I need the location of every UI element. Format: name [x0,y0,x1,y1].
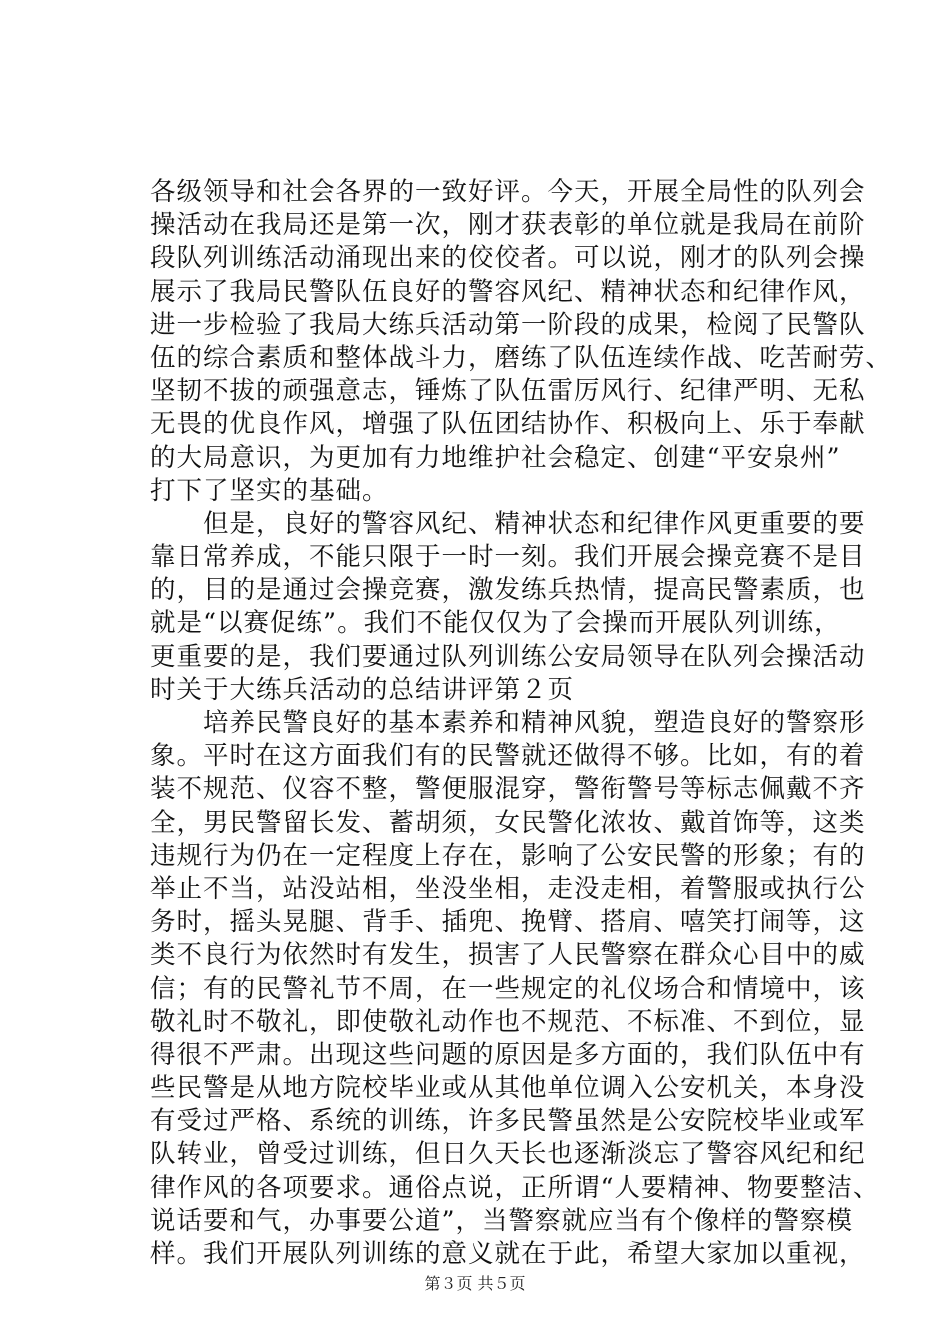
text-line: 靠日常养成，不能只限于一时一刻。我们开展会操竞赛不是目 [150,542,866,573]
text-line: 的大局意识，为更加有力地维护社会稳定、创建“平安泉州” [150,442,841,473]
page-footer: 第３页 共５页 [424,1274,526,1293]
text-line: 时关于大练兵活动的总结讲评第２页 [150,674,575,705]
text-line: 培养民警良好的基本素养和精神风貌，塑造良好的警察形 [150,708,866,738]
text-line: 伍的综合素质和整体战斗力，磨练了队伍连续作战、吃苦耐劳、 [150,342,893,373]
text-line: 全，男民警留长发、蓄胡须，女民警化浓妆、戴首饰等，这类 [150,807,866,838]
text-line: 信；有的民警礼节不周，在一些规定的礼仪场合和情境中，该 [150,973,866,1004]
text-line: 段队列训练活动涌现出来的佼佼者。可以说，刚才的队列会操 [150,243,866,274]
text-line: 进一步检验了我局大练兵活动第一阶段的成果，检阅了民警队 [150,309,866,340]
text-line: 些民警是从地方院校毕业或从其他单位调入公安机关，本身没 [150,1073,866,1104]
text-line: 的，目的是通过会操竞赛，激发练兵热情，提高民警素质，也 [150,575,866,606]
text-line: 操活动在我局还是第一次，刚才获表彰的单位就是我局在前阶 [150,210,866,241]
text-line: 队转业，曾受过训练，但日久天长也逐渐淡忘了警容风纪和纪 [150,1139,866,1170]
document-body [150,176,893,1271]
text-line: 装不规范、仪容不整，警便服混穿，警衔警号等标志佩戴不齐 [150,774,866,805]
text-line: 展示了我局民警队伍良好的警容风纪、精神状态和纪律作风， [150,276,866,307]
text-line: 得很不严肃。出现这些问题的原因是多方面的，我们队伍中有 [150,1039,866,1070]
text-line: 务时，摇头晃腿、背手、插兜、挽臂、搭肩、嘻笑打闹等，这 [150,907,866,938]
text-line: 但是，良好的警容风纪、精神状态和纪律作风更重要的要 [150,508,866,539]
text-line: 坚韧不拔的顽强意志，锤炼了队伍雷厉风行、纪律严明、无私 [150,376,866,407]
text-line: 说话要和气，办事要公道”，当警察就应当有个像样的警察模 [150,1205,854,1236]
text-line: 就是“以赛促练”。我们不能仅仅为了会操而开展队列训练， [150,608,841,639]
text-line: 类不良行为依然时有发生，损害了人民警察在群众心目中的威 [150,940,866,971]
text-line: 敬礼时不敬礼，即使敬礼动作也不规范、不标准、不到位，显 [150,1006,866,1037]
text-line: 象。平时在这方面我们有的民警就还做得不够。比如，有的着 [150,741,866,772]
text-line: 举止不当，站没站相，坐没坐相，走没走相，着警服或执行公 [150,873,866,904]
text-line: 各级领导和社会各界的一致好评。今天，开展全局性的队列会 [150,177,866,207]
text-line: 样。我们开展队列训练的意义就在于此，希望大家加以重视， [150,1239,866,1269]
text-line: 更重要的是，我们要通过队列训练公安局领导在队列会操活动 [150,641,866,672]
text-line: 无畏的优良作风，增强了队伍团结协作、积极向上、乐于奉献 [150,409,866,440]
text-line: 律作风的各项要求。通俗点说，正所谓“人要精神、物要整洁、 [150,1172,880,1203]
text-line: 有受过严格、系统的训练，许多民警虽然是公安院校毕业或军 [150,1106,866,1137]
text-line: 打下了坚实的基础。 [150,475,389,506]
text-line: 违规行为仍在一定程度上存在，影响了公安民警的形象；有的 [150,840,866,871]
